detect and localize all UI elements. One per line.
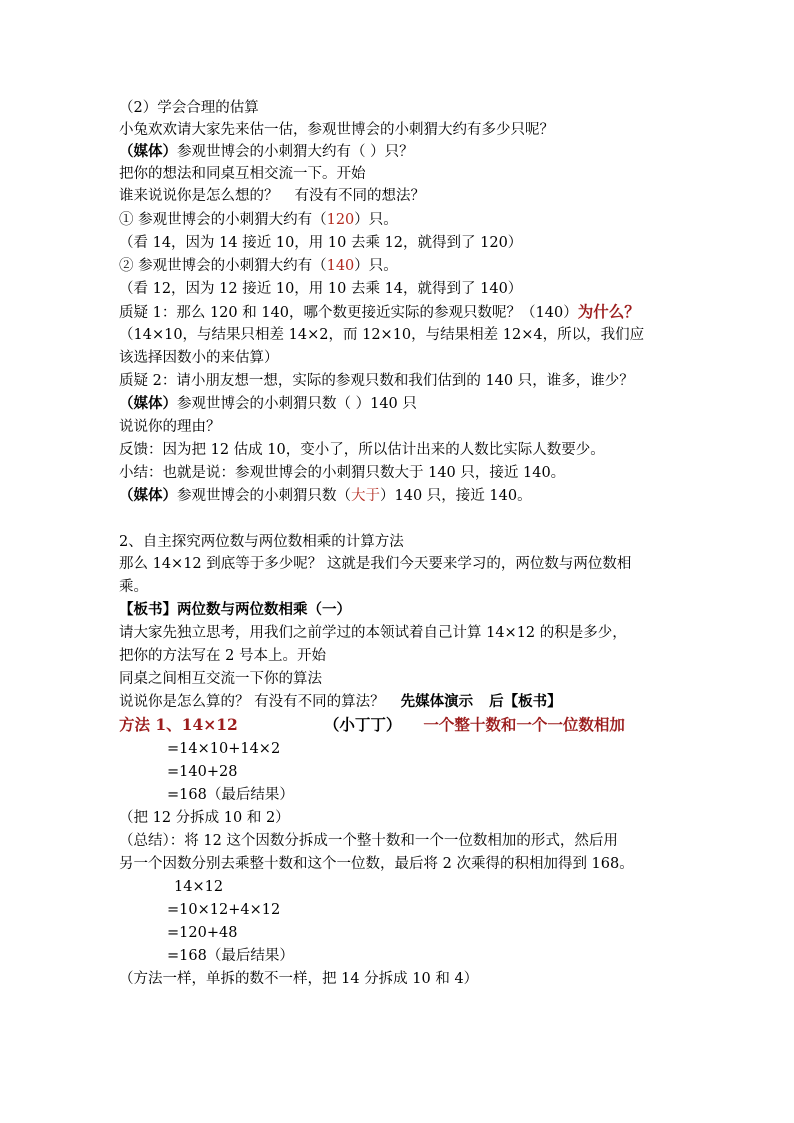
media-line-2 <box>119 393 417 415</box>
different-text: 有没有不同的想法？ <box>294 188 425 204</box>
explain-line-2: 该选择因数小的来估算） <box>119 350 279 366</box>
method-2-note: （方法一样，单拆的数不一样，把 14 分拆成 10 和 4） <box>119 971 479 987</box>
media-tag: （媒体） <box>119 143 177 160</box>
method-2-step-1: =10×12+4×12 <box>167 902 281 918</box>
explore-heading: 2、自主探究两位数与两位数相乘的计算方法 <box>119 534 404 550</box>
method-1-summary-2: 另一个因数分别去乘整十数和这个一位数，最后将 2 次乘得的积相加得到 168。 <box>119 856 634 872</box>
doubt-1-why: 为什么？ <box>577 302 640 321</box>
doubt-1-line <box>119 301 640 323</box>
method-1-desc: 一个整十数和一个一位数相加 <box>423 715 625 734</box>
option-2-reason: （看 12，因为 12 接近 10，用 10 去乘 14，就得到了 140） <box>119 281 523 297</box>
option-1-reason: （看 14，因为 14 接近 10，用 10 去乘 12，就得到了 120） <box>119 235 523 251</box>
option-1-suffix: ）只。 <box>354 212 398 228</box>
who-say-text: 谁来说说你是怎么想的？ <box>119 188 279 204</box>
doubt-2-line: 质疑 2：请小朋友想一想，实际的参观只数和我们估到的 140 只，谁多，谁少？ <box>119 373 634 389</box>
discuss-line: 把你的想法和同桌互相交流一下。开始 <box>119 166 366 182</box>
ask-line <box>119 691 562 713</box>
estimate-heading: （2）学会合理的估算 <box>119 100 259 116</box>
intro-line-2: 乘。 <box>119 579 148 595</box>
method-1-step-3: =168（最后结果） <box>167 787 294 803</box>
media-3-value: 大于 <box>351 488 380 504</box>
method-1-step-2: =140+28 <box>167 764 238 780</box>
intro-line-1: 那么 14×12 到底等于多少呢？ 这就是我们今天要来学习的，两位数与两位数相 <box>119 556 632 572</box>
question-estimate: 小兔欢欢请大家先来估一估，参观世博会的小刺猬大约有多少只呢？ <box>119 122 554 138</box>
who-say-line <box>119 185 425 207</box>
option-2-suffix: ）只。 <box>354 258 398 274</box>
feedback-line: 反馈：因为把 12 估成 10，变小了，所以估计出来的人数比实际人数要少。 <box>119 442 605 458</box>
media-text: 参观世博会的小刺猬大约有（ ）只？ <box>177 144 414 160</box>
say-reason-line: 说说你的理由？ <box>119 419 221 435</box>
method-2-expression: 14×12 <box>174 879 224 895</box>
doubt-1-text: 质疑 1：那么 120 和 140，哪个数更接近实际的参观只数呢？（140） <box>119 305 578 321</box>
think-line-1: 请大家先独立思考，用我们之前学过的本领试着自己计算 14×12 的积是多少， <box>119 625 627 641</box>
option-2-prefix: ② 参观世博会的小刺猬大约有（ <box>119 258 327 274</box>
option-2-value: 140 <box>326 258 355 274</box>
after-board-text: 后【板书】 <box>489 693 562 710</box>
ask-text: 说说你是怎么算的？ 有没有不同的算法？ <box>119 694 385 710</box>
media-tag: （媒体） <box>119 395 177 412</box>
media-3-suffix: ）140 只，接近 140。 <box>380 488 532 504</box>
think-line-2: 把你的方法写在 2 号本上。开始 <box>119 648 326 664</box>
method-2-step-3: =168（最后结果） <box>167 948 294 964</box>
media-tag: （媒体） <box>119 487 177 504</box>
option-1-line <box>119 209 398 231</box>
method-1-step-1: =14×10+14×2 <box>167 741 281 757</box>
method-1-note: （把 12 分拆成 10 和 2） <box>119 810 290 826</box>
demo-text: 先媒体演示 <box>400 693 474 710</box>
method-1-who: （小丁丁） <box>323 715 402 734</box>
option-2-line <box>119 255 398 277</box>
method-2-step-2: =120+48 <box>167 925 238 941</box>
method-1-line <box>119 714 625 736</box>
media-line-1 <box>119 141 414 163</box>
board-title: 【板书】两位数与两位数相乘（一） <box>119 601 351 618</box>
media-3-prefix: 参观世博会的小刺猬只数（ <box>177 488 351 504</box>
option-1-prefix: ① 参观世博会的小刺猬大约有（ <box>119 212 327 228</box>
method-1-summary-1: （总结）：将 12 这个因数分拆成一个整十数和一个一位数相加的形式，然后用 <box>119 833 618 849</box>
media-text: 参观世博会的小刺猬只数（ ）140 只 <box>177 396 417 412</box>
option-1-value: 120 <box>326 212 355 228</box>
media-line-3 <box>119 485 532 507</box>
explain-line-1: （14×10，与结果只相差 14×2，而 12×10，与结果相差 12×4，所以，我们应 <box>119 327 645 343</box>
exchange-line: 同桌之间相互交流一下你的算法 <box>119 671 322 687</box>
method-1-label: 方法 1、14×12 <box>119 715 238 734</box>
summary-line: 小结：也就是说：参观世博会的小刺猬只数大于 140 只，接近 140。 <box>119 465 566 481</box>
